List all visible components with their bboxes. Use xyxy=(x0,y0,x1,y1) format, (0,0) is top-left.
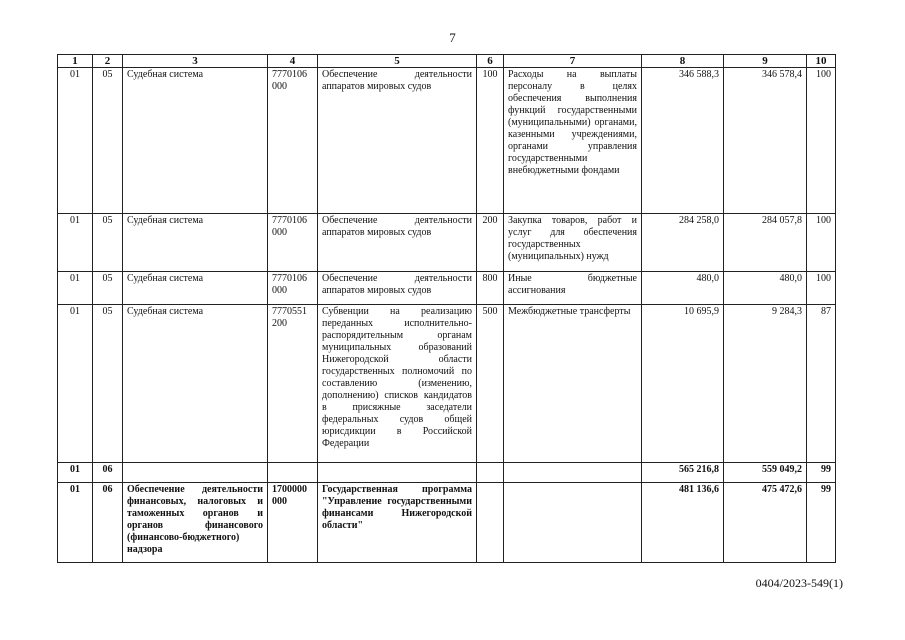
expense-type-name: Межбюджетные трансферты xyxy=(504,305,642,463)
target-article-name: Обеспечение деятельности аппаратов мировых судов xyxy=(318,272,477,305)
section-name xyxy=(123,463,268,483)
section-name: Обеспечение деятельности финансовых, налоговых и таможенных органов и органов финансового (финансово-бюджетного) надзора xyxy=(123,483,268,563)
execution-percent: 100 xyxy=(807,272,836,305)
table-row xyxy=(58,214,836,272)
execution-percent: 99 xyxy=(807,463,836,483)
section-code: 01 xyxy=(58,483,93,563)
section-code: 01 xyxy=(58,463,93,483)
header-cell: 2 xyxy=(93,55,123,68)
table-row xyxy=(58,272,836,305)
planned-amount: 10 695,9 xyxy=(642,305,724,463)
expense-type-name: Расходы на выплаты персоналу в целях обеспечения выполнения функций государственными (муниципальными) органами, казенными учреждениями, органами управления государственными внебюджетными фондами xyxy=(504,68,642,214)
section-name: Судебная система xyxy=(123,305,268,463)
header-cell: 8 xyxy=(642,55,724,68)
table-row xyxy=(58,463,836,483)
target-article-code xyxy=(268,463,318,483)
budget-table xyxy=(57,54,836,563)
target-article-code: 7770106 000 xyxy=(268,272,318,305)
section-code: 01 xyxy=(58,305,93,463)
target-article-name: Субвенции на реализацию переданных исполнительно-распорядительным органам муниципальных образований Нижегородской области государственных полномочий по составлению (изменению, дополнению) списков кандидатов в присяжные заседатели федеральных судов общей юрисдикции в Российской Федерации xyxy=(318,305,477,463)
header-cell: 9 xyxy=(724,55,807,68)
planned-amount: 481 136,6 xyxy=(642,483,724,563)
table-row xyxy=(58,305,836,463)
page-number: 7 xyxy=(449,30,456,45)
target-article-code: 7770106 000 xyxy=(268,214,318,272)
planned-amount: 284 258,0 xyxy=(642,214,724,272)
expense-type-code: 500 xyxy=(477,305,504,463)
target-article-name: Обеспечение деятельности аппаратов мировых судов xyxy=(318,214,477,272)
subsection-code: 05 xyxy=(93,272,123,305)
executed-amount: 346 578,4 xyxy=(724,68,807,214)
header-cell: 5 xyxy=(318,55,477,68)
executed-amount: 475 472,6 xyxy=(724,483,807,563)
planned-amount: 346 588,3 xyxy=(642,68,724,214)
section-code: 01 xyxy=(58,68,93,214)
table-header-row xyxy=(58,55,836,68)
expense-type-code xyxy=(477,463,504,483)
subsection-code: 06 xyxy=(93,483,123,563)
header-cell: 4 xyxy=(268,55,318,68)
planned-amount: 480,0 xyxy=(642,272,724,305)
execution-percent: 99 xyxy=(807,483,836,563)
expense-type-code: 800 xyxy=(477,272,504,305)
header-cell: 10 xyxy=(807,55,836,68)
target-article-code: 7770106 000 xyxy=(268,68,318,214)
document-code: 0404/2023-549(1) xyxy=(755,576,843,590)
subsection-code: 06 xyxy=(93,463,123,483)
executed-amount: 559 049,2 xyxy=(724,463,807,483)
expense-type-code: 100 xyxy=(477,68,504,214)
header-cell: 3 xyxy=(123,55,268,68)
execution-percent: 87 xyxy=(807,305,836,463)
target-article-name: Государственная программа "Управление государственными финансами Нижегородской области" xyxy=(318,483,477,563)
executed-amount: 9 284,3 xyxy=(724,305,807,463)
target-article-name: Обеспечение деятельности аппаратов мировых судов xyxy=(318,68,477,214)
executed-amount: 480,0 xyxy=(724,272,807,305)
execution-percent: 100 xyxy=(807,214,836,272)
section-name: Судебная система xyxy=(123,68,268,214)
table-row xyxy=(58,68,836,214)
execution-percent: 100 xyxy=(807,68,836,214)
expense-type-code: 200 xyxy=(477,214,504,272)
section-name: Судебная система xyxy=(123,272,268,305)
target-article-code: 7770551 200 xyxy=(268,305,318,463)
subsection-code: 05 xyxy=(93,214,123,272)
subsection-code: 05 xyxy=(93,305,123,463)
executed-amount: 284 057,8 xyxy=(724,214,807,272)
table-row xyxy=(58,483,836,563)
expense-type-name xyxy=(504,483,642,563)
target-article-code: 1700000 000 xyxy=(268,483,318,563)
subsection-code: 05 xyxy=(93,68,123,214)
section-code: 01 xyxy=(58,214,93,272)
header-cell: 1 xyxy=(58,55,93,68)
section-code: 01 xyxy=(58,272,93,305)
expense-type-code xyxy=(477,483,504,563)
planned-amount: 565 216,8 xyxy=(642,463,724,483)
expense-type-name xyxy=(504,463,642,483)
header-cell: 7 xyxy=(504,55,642,68)
target-article-name xyxy=(318,463,477,483)
header-cell: 6 xyxy=(477,55,504,68)
expense-type-name: Иные бюджетные ассигнования xyxy=(504,272,642,305)
section-name: Судебная система xyxy=(123,214,268,272)
expense-type-name: Закупка товаров, работ и услуг для обеспечения государственных (муниципальных) нужд xyxy=(504,214,642,272)
